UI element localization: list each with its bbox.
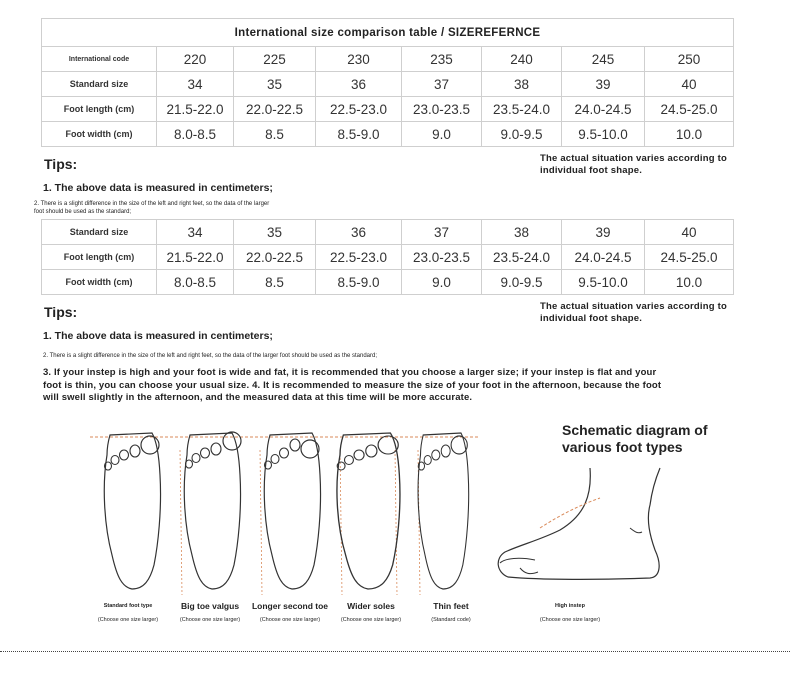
table-cell: 24.0-24.5 — [562, 97, 645, 122]
table-cell: 40 — [645, 72, 734, 97]
thin-feet-drawing — [418, 433, 469, 589]
table-cell: 8.0-8.5 — [157, 122, 234, 147]
tip-item-1b: 1. The above data is measured in centimeters; — [43, 330, 273, 342]
table-cell: 230 — [316, 47, 402, 72]
row-label: Standard size — [42, 72, 157, 97]
diagram-title: Schematic diagram of various foot types — [562, 422, 708, 455]
wider-soles-foot-drawing — [337, 433, 400, 589]
foot-shape-note-2: The actual situation varies according to individual foot shape. — [540, 301, 727, 324]
dotted-divider — [0, 651, 790, 652]
row-label: Foot width (cm) — [42, 122, 157, 147]
table-cell: 245 — [562, 47, 645, 72]
table-cell: 8.5-9.0 — [316, 270, 402, 295]
table-cell: 34 — [157, 72, 234, 97]
table-cell: 37 — [402, 220, 482, 245]
table-cell: 220 — [157, 47, 234, 72]
table-cell: 10.0 — [645, 270, 734, 295]
table-cell: 38 — [482, 72, 562, 97]
table-cell: 250 — [645, 47, 734, 72]
table-cell: 24.0-24.5 — [562, 245, 645, 270]
table-cell: 24.5-25.0 — [645, 97, 734, 122]
table-cell: 23.0-23.5 — [402, 245, 482, 270]
row-label: Foot length (cm) — [42, 245, 157, 270]
table-cell: 9.0-9.5 — [482, 122, 562, 147]
tip-item-2b: 2. There is a slight difference in the size of the left and right feet, so the data of the larger foot should be used as the standard; — [43, 353, 377, 359]
foot-type-caption: Standard foot type — [103, 603, 153, 609]
table-cell: 34 — [157, 220, 234, 245]
longer-second-toe-foot-drawing — [264, 433, 320, 589]
table-cell: 9.0 — [402, 270, 482, 295]
caption-high-instep-sub: (Choose one size larger) — [539, 617, 601, 623]
table-cell: 8.5 — [234, 270, 316, 295]
table-cell: 10.0 — [645, 122, 734, 147]
table-cell: 9.0-9.5 — [482, 270, 562, 295]
table-cell: 225 — [234, 47, 316, 72]
table-cell: 23.5-24.0 — [482, 245, 562, 270]
tips-heading: Tips: — [44, 156, 78, 172]
foot-type-subcaption: (Choose one size larger) — [340, 617, 402, 623]
table-title: International size comparison table / SIZEREFERNCE — [42, 19, 734, 47]
row-label: Foot length (cm) — [42, 97, 157, 122]
foot-type-caption: Longer second toe — [251, 601, 329, 611]
table-cell: 36 — [316, 220, 402, 245]
table-cell: 8.0-8.5 — [157, 270, 234, 295]
row-label: Foot width (cm) — [42, 270, 157, 295]
foot-type-caption: Wider soles — [347, 601, 395, 611]
table-cell: 23.0-23.5 — [402, 97, 482, 122]
table-cell: 22.5-23.0 — [316, 97, 402, 122]
table-cell: 240 — [482, 47, 562, 72]
table-cell: 9.0 — [402, 122, 482, 147]
table-cell: 235 — [402, 47, 482, 72]
foot-type-subcaption: (Standard code) — [431, 617, 471, 623]
foot-type-caption: Thin feet — [433, 601, 469, 611]
table-cell: 22.0-22.5 — [234, 245, 316, 270]
caption-high-instep: High instep — [555, 603, 585, 609]
table-cell: 24.5-25.0 — [645, 245, 734, 270]
table-cell: 39 — [562, 220, 645, 245]
tip-item-3: 3. If your instep is high and your foot is wide and fat, it is recommended that you choose a larger size; if your instep is flat and your foot is thin, you can choose your usual size. 4. It is recommended to measure the size of your foot in the afternoon, because the foot will swell slightly in the afternoon, and the measured data at this time will be more accurate. — [43, 367, 662, 403]
foot-shape-note: The actual situation varies according to individual foot shape. — [540, 153, 727, 176]
foot-type-subcaption: (Choose one size larger) — [97, 617, 159, 623]
tip-item-2: 2. There is a slight difference in the size of the left and right feet, so the data of the larger foot should be used as the standard; — [34, 201, 270, 215]
tips-heading-2: Tips: — [44, 304, 78, 320]
table-cell: 39 — [562, 72, 645, 97]
table-cell: 21.5-22.0 — [157, 245, 234, 270]
tip-item-1: 1. The above data is measured in centimeters; — [43, 182, 273, 194]
table-cell: 22.0-22.5 — [234, 97, 316, 122]
table-cell: 22.5-23.0 — [316, 245, 402, 270]
table-cell: 36 — [316, 72, 402, 97]
table-cell: 21.5-22.0 — [157, 97, 234, 122]
big-toe-valgus-foot-drawing — [184, 432, 241, 589]
table-cell: 40 — [645, 220, 734, 245]
foot-type-caption: Big toe valgus — [180, 601, 240, 611]
row-label: International code — [42, 47, 157, 72]
table-cell: 35 — [234, 72, 316, 97]
table-cell: 8.5-9.0 — [316, 122, 402, 147]
row-label: Standard size — [42, 220, 157, 245]
standard-foot-drawing — [104, 433, 160, 589]
table-cell: 8.5 — [234, 122, 316, 147]
table-cell: 9.5-10.0 — [562, 122, 645, 147]
high-instep-foot-drawing — [498, 468, 660, 579]
table-cell: 35 — [234, 220, 316, 245]
table-cell: 9.5-10.0 — [562, 270, 645, 295]
table-cell: 23.5-24.0 — [482, 97, 562, 122]
foot-type-subcaption: (Choose one size larger) — [259, 617, 321, 623]
table-cell: 37 — [402, 72, 482, 97]
table-cell: 38 — [482, 220, 562, 245]
foot-type-subcaption: (Choose one size larger) — [179, 617, 241, 623]
